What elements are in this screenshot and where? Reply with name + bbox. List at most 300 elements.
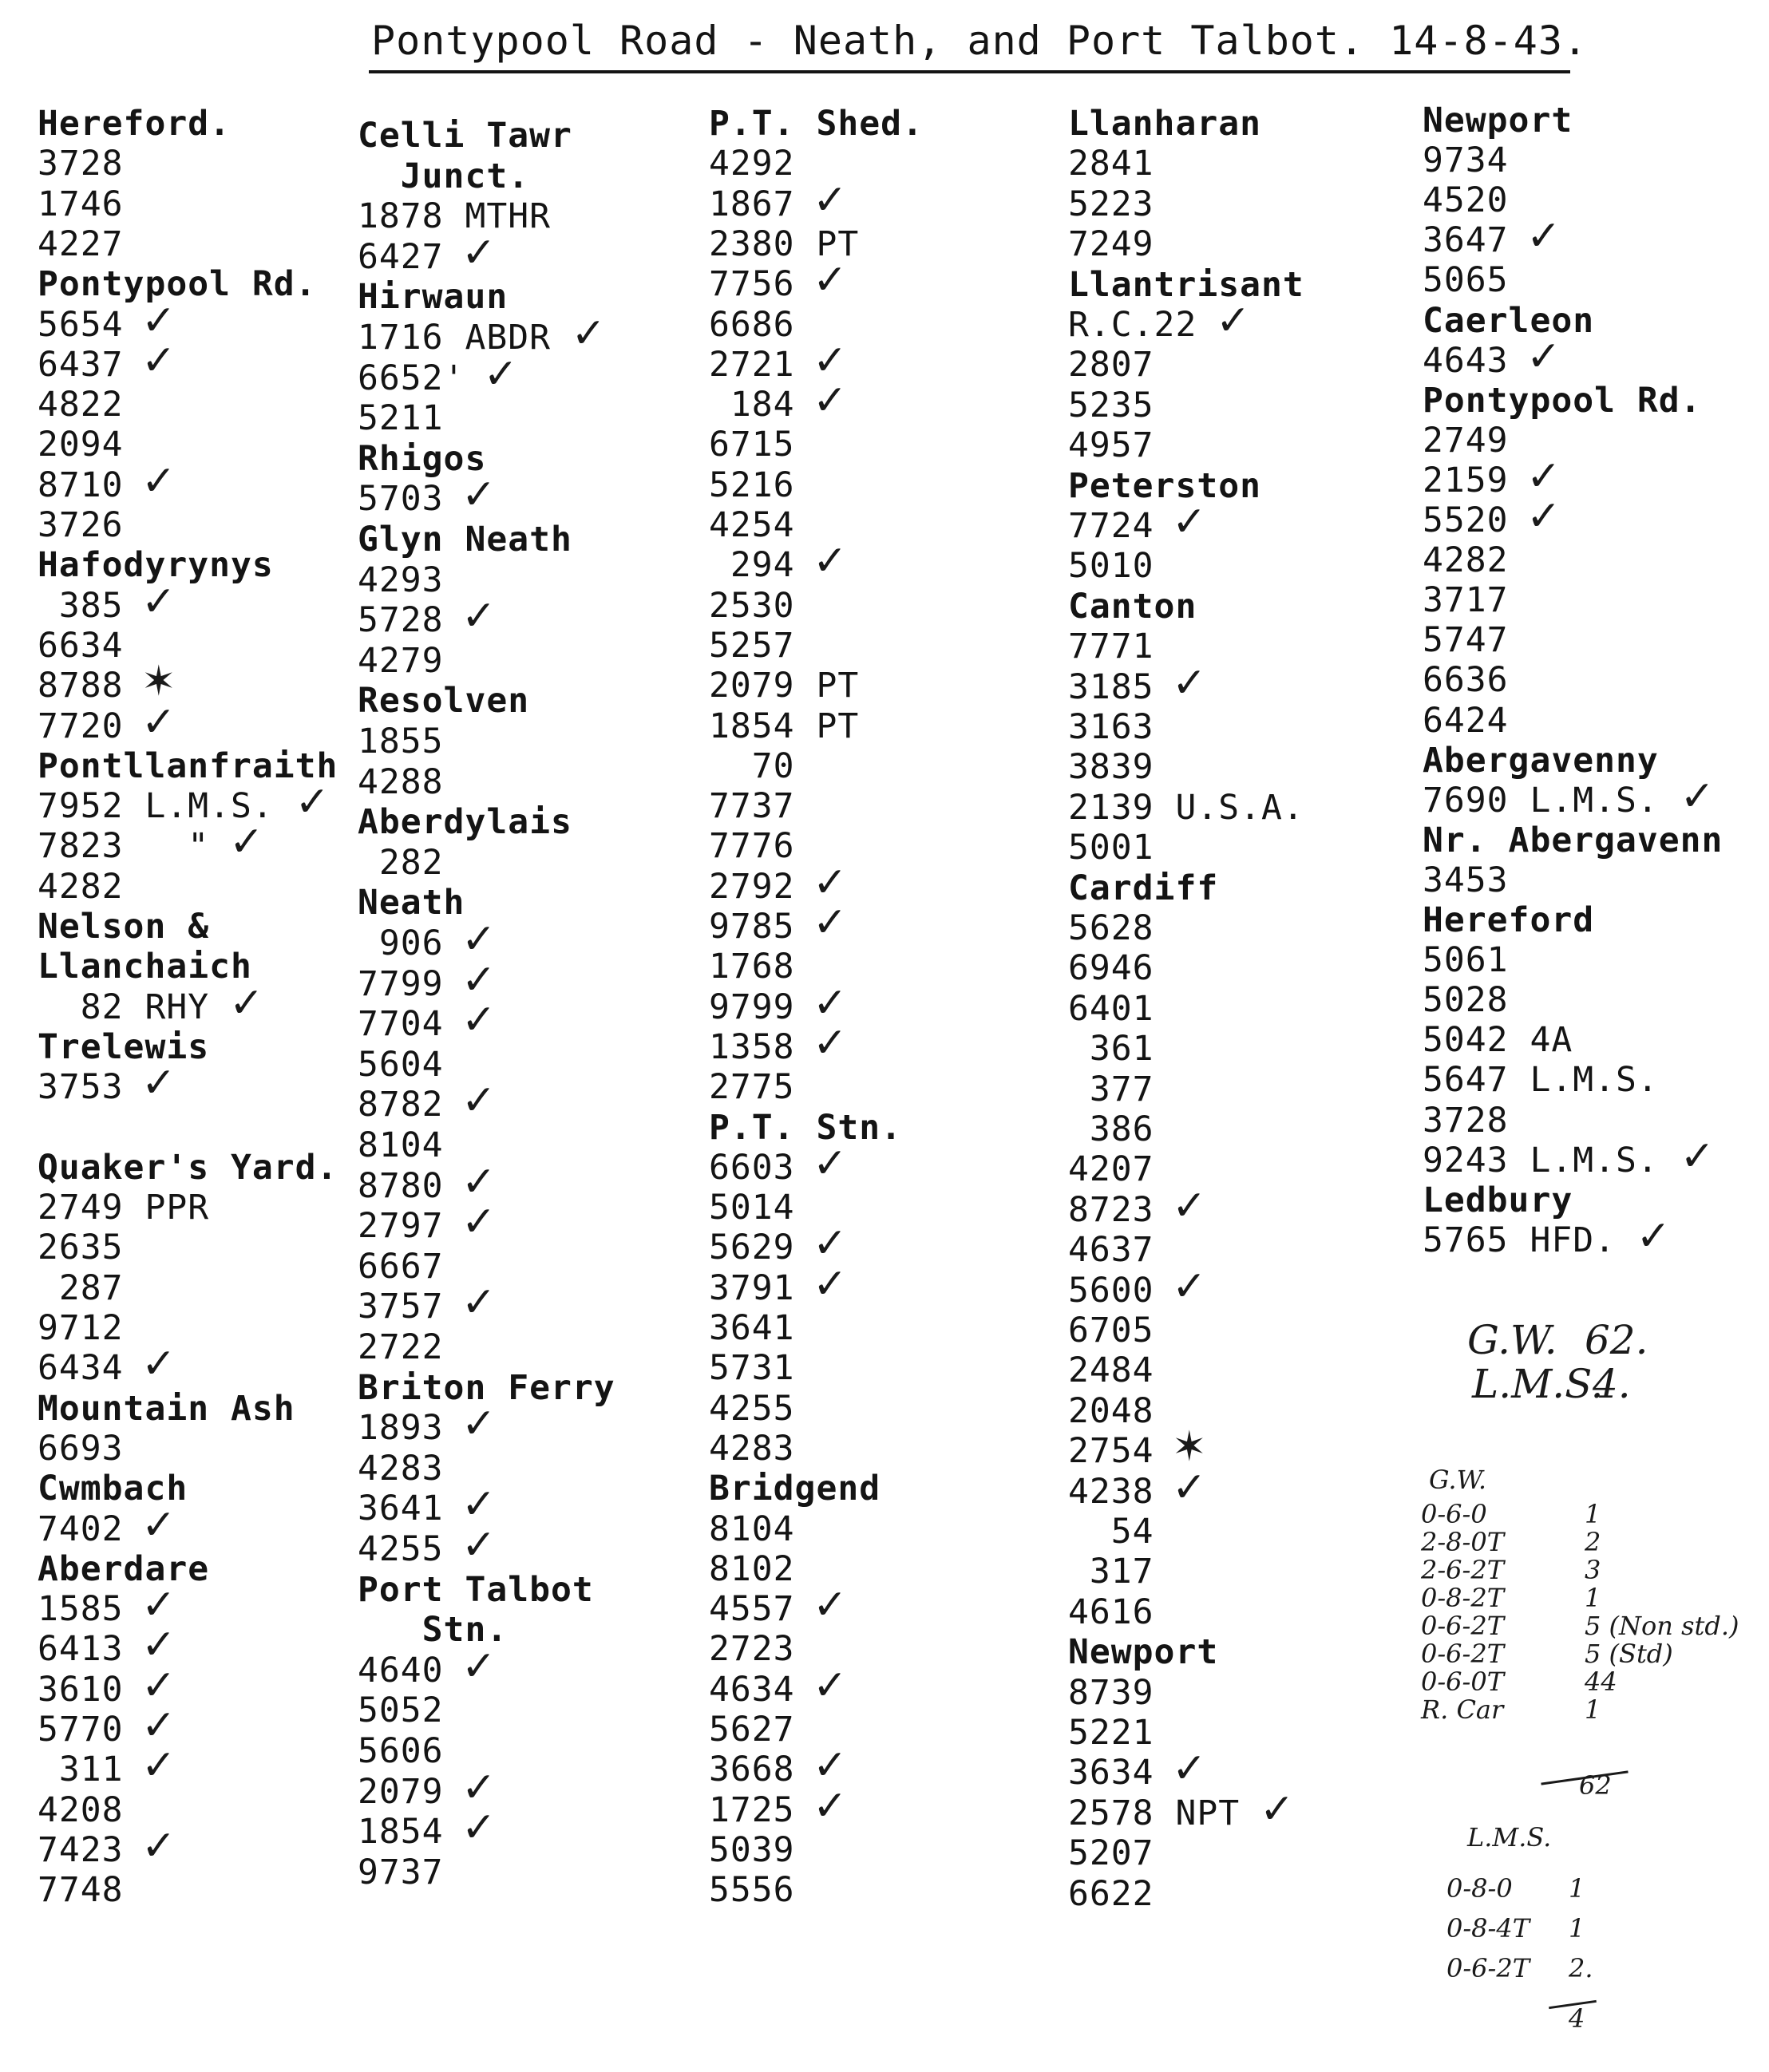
- loco-entry: 8102: [709, 1548, 795, 1589]
- loco-entry: 54: [1068, 1512, 1154, 1552]
- checkmark-icon: ✓: [813, 377, 848, 425]
- checkmark-icon: ✓: [571, 310, 607, 358]
- wheel-count: 3: [1585, 1555, 1601, 1585]
- checkmark-icon: ✓: [461, 1763, 497, 1812]
- document-title: Pontypool Road - Neath, and Port Talbot. 14-8-43.: [371, 18, 1589, 64]
- checkmark-icon: ✓: [229, 818, 264, 867]
- loco-entry: 70: [709, 745, 795, 786]
- checkmark-icon: ✓: [1172, 1181, 1207, 1230]
- loco-entry: 377: [1068, 1069, 1154, 1109]
- checkmark-icon: ✓: [461, 1198, 497, 1247]
- loco-entry: 8739: [1068, 1672, 1154, 1713]
- location-heading: Hereford: [1423, 900, 1595, 940]
- loco-entry: 3641: [358, 1489, 444, 1529]
- total-label: G.W.: [1467, 1317, 1557, 1363]
- loco-entry: 5014: [709, 1188, 795, 1228]
- loco-entry: 5223: [1068, 184, 1154, 224]
- checkmark-icon: ✓: [461, 1642, 497, 1690]
- loco-entry: 3634: [1068, 1753, 1154, 1793]
- checkmark-icon: ✓: [813, 858, 848, 907]
- location-heading: Aberdylais: [358, 802, 572, 843]
- loco-entry: 5001: [1068, 828, 1154, 868]
- checkmark-icon: ✓: [141, 1742, 176, 1790]
- wheel-count: 1: [1569, 1873, 1585, 1904]
- location-heading: Nr. Abergavenn: [1423, 820, 1723, 860]
- wheel-count: 1: [1585, 1499, 1601, 1529]
- checkmark-icon: ✓: [461, 1077, 497, 1125]
- location-heading: Trelewis: [38, 1026, 210, 1067]
- loco-entry: 3668: [709, 1750, 795, 1790]
- location-heading: Newport: [1068, 1632, 1219, 1673]
- loco-entry: 6715: [709, 425, 795, 465]
- checkmark-icon: ✓: [461, 996, 497, 1045]
- wheel-arrangement: 0-6-2T: [1446, 1953, 1530, 1983]
- location-heading: Cardiff: [1068, 868, 1219, 908]
- checkmark-icon: ✓: [461, 592, 497, 641]
- loco-entry: R.C.22: [1068, 305, 1197, 345]
- loco-entry: 9737: [358, 1852, 444, 1892]
- loco-entry: 294: [709, 545, 795, 586]
- loco-entry: 906: [358, 923, 444, 963]
- checkmark-icon: ✓: [461, 1157, 497, 1206]
- loco-entry: 2635: [38, 1228, 124, 1268]
- loco-entry: 6603: [709, 1147, 795, 1188]
- loco-entry: 7402: [38, 1509, 124, 1549]
- checkmark-icon: ✓: [813, 1742, 848, 1790]
- loco-entry: 2484: [1068, 1350, 1154, 1391]
- loco-entry: 3185: [1068, 666, 1154, 707]
- loco-entry: 5257: [709, 625, 795, 666]
- loco-entry: 9243 L.M.S.: [1423, 1140, 1659, 1180]
- wheel-arrangement: 0-8-0: [1446, 1873, 1513, 1904]
- loco-entry: 5647 L.M.S.: [1423, 1060, 1659, 1101]
- loco-entry: 7249: [1068, 224, 1154, 265]
- location-heading: Ledbury: [1423, 1180, 1573, 1220]
- location-heading: Llanharan: [1068, 104, 1261, 144]
- location-heading: Llantrisant: [1068, 264, 1304, 305]
- checkmark-icon: ✓: [1526, 332, 1561, 381]
- loco-entry: 8780: [358, 1165, 444, 1206]
- loco-entry: 5747: [1423, 620, 1509, 661]
- loco-entry: 4557: [709, 1589, 795, 1630]
- checkmark-icon: ✓: [813, 1781, 848, 1830]
- location-heading: Pontypool Rd.: [38, 264, 317, 305]
- loco-entry: 4238: [1068, 1471, 1154, 1512]
- wheel-arrangement: 0-8-2T: [1421, 1583, 1505, 1613]
- location-heading: Aberdare: [38, 1548, 210, 1589]
- checkmark-icon: ✓: [461, 228, 497, 277]
- loco-entry: 4254: [709, 505, 795, 545]
- checkmark-icon: ✓: [141, 336, 176, 385]
- location-heading: Celli Tawr: [358, 116, 572, 156]
- loco-entry: 4255: [358, 1529, 444, 1569]
- loco-entry: 5061: [1423, 940, 1509, 981]
- location-heading: Stn.: [358, 1610, 509, 1651]
- loco-entry: 8104: [709, 1509, 795, 1549]
- loco-entry: 2749 PPR: [38, 1188, 210, 1228]
- loco-entry: 5207: [1068, 1833, 1154, 1874]
- loco-entry: 3753: [38, 1067, 124, 1108]
- loco-entry: 1746: [38, 184, 124, 224]
- loco-entry: 4279: [358, 640, 444, 681]
- loco-entry: 8782: [358, 1085, 444, 1125]
- loco-entry: 4207: [1068, 1149, 1154, 1190]
- gw-total: 62: [1579, 1770, 1612, 1801]
- wheel-arrangement: 0-6-0: [1421, 1499, 1487, 1529]
- checkmark-icon: ✓: [1526, 452, 1561, 500]
- loco-entry: 2722: [358, 1327, 444, 1367]
- location-heading: Briton Ferry: [358, 1367, 615, 1408]
- location-heading: Hirwaun: [358, 277, 509, 318]
- checkmark-icon: ✓: [813, 1139, 848, 1188]
- loco-entry: 6413: [38, 1629, 124, 1670]
- loco-entry: 2048: [1068, 1390, 1154, 1431]
- loco-entry: 5216: [709, 465, 795, 505]
- wheel-arrangement: 0-6-0T: [1421, 1667, 1505, 1697]
- checkmark-icon: ✓: [141, 1702, 176, 1750]
- checkmark-icon: ✓: [1172, 498, 1207, 546]
- wheel-arrangement: R. Car: [1421, 1694, 1504, 1725]
- location-heading: Nelson &: [38, 907, 210, 947]
- loco-entry: 6636: [1423, 660, 1509, 701]
- loco-entry: 5728: [358, 600, 444, 641]
- loco-entry: 4637: [1068, 1230, 1154, 1271]
- loco-entry: 317: [1068, 1552, 1154, 1592]
- loco-entry: 2775: [709, 1067, 795, 1108]
- loco-entry: 386: [1068, 1109, 1154, 1149]
- wheel-arrangement: 0-6-2T: [1421, 1639, 1505, 1669]
- loco-entry: 8710: [38, 465, 124, 505]
- checkmark-icon: ✓: [461, 1481, 497, 1529]
- loco-entry: 8723: [1068, 1189, 1154, 1230]
- loco-entry: 8104: [358, 1125, 444, 1165]
- wheel-count: 5 (Non std.): [1585, 1611, 1739, 1641]
- checkmark-icon: ✓: [141, 577, 176, 626]
- location-heading: Quaker's Yard.: [38, 1147, 338, 1188]
- location-heading: Pontllanfraith: [38, 745, 338, 786]
- checkmark-icon: ✓: [141, 1821, 176, 1870]
- loco-entry: 5211: [358, 398, 444, 439]
- loco-entry: 2807: [1068, 345, 1154, 386]
- loco-entry: 184: [709, 385, 795, 425]
- location-heading: Rhigos: [358, 438, 487, 479]
- loco-entry: 2159: [1423, 460, 1509, 500]
- loco-entry: 4283: [358, 1448, 444, 1489]
- checkmark-icon: ✓: [461, 915, 497, 963]
- loco-entry: 361: [1068, 1029, 1154, 1070]
- checkmark-icon: ✓: [483, 350, 519, 398]
- wheel-arrangement: 0-8-4T: [1446, 1913, 1530, 1943]
- cross-mark-icon: ✶: [1172, 1423, 1207, 1472]
- location-heading: Peterston: [1068, 465, 1261, 506]
- location-heading: Hereford.: [38, 104, 231, 144]
- loco-entry: 1854: [358, 1812, 444, 1853]
- checkmark-icon: ✓: [141, 1621, 176, 1670]
- loco-entry: 1854 PT: [709, 706, 860, 746]
- loco-entry: 2723: [709, 1629, 795, 1670]
- checkmark-icon: ✓: [813, 537, 848, 586]
- location-heading: Pontypool Rd.: [1423, 380, 1702, 421]
- loco-entry: 2094: [38, 425, 124, 465]
- checkmark-icon: ✓: [461, 1279, 497, 1327]
- loco-entry: 5765 HFD.: [1423, 1220, 1616, 1260]
- loco-entry: 2530: [709, 585, 795, 626]
- loco-entry: 7776: [709, 826, 795, 867]
- loco-entry: 4227: [38, 223, 124, 264]
- loco-entry: 4282: [1423, 540, 1509, 581]
- location-heading: Bridgend: [709, 1469, 881, 1509]
- location-heading: P.T. Shed.: [709, 104, 924, 144]
- location-heading: Caerleon: [1423, 300, 1595, 341]
- loco-entry: 1768: [709, 947, 795, 987]
- checkmark-icon: ✓: [813, 1220, 848, 1268]
- checkmark-icon: ✓: [1680, 1132, 1716, 1180]
- checkmark-icon: ✓: [813, 1018, 848, 1067]
- loco-entry: 4520: [1423, 180, 1509, 221]
- loco-entry: 1855: [358, 722, 444, 761]
- loco-entry: 1878 MTHR: [358, 196, 551, 237]
- loco-entry: 7756: [709, 264, 795, 305]
- wheel-count: 1: [1585, 1694, 1601, 1725]
- title-underline: [369, 70, 1570, 73]
- loco-entry: 5520: [1423, 500, 1509, 540]
- loco-entry: 3610: [38, 1669, 124, 1710]
- loco-entry: 5065: [1423, 260, 1509, 301]
- loco-entry: 7690 L.M.S.: [1423, 780, 1659, 820]
- loco-entry: 385: [38, 585, 124, 626]
- wheel-count: 1: [1569, 1913, 1585, 1943]
- loco-entry: 7823 ": [38, 826, 210, 867]
- checkmark-icon: ✓: [1636, 1212, 1672, 1260]
- loco-entry: 2841: [1068, 144, 1154, 184]
- loco-entry: 1585: [38, 1589, 124, 1630]
- checkmark-icon: ✓: [813, 1581, 848, 1630]
- loco-entry: 9785: [709, 907, 795, 947]
- loco-entry: 2139 U.S.A.: [1068, 787, 1304, 828]
- loco-entry: 6667: [358, 1246, 444, 1287]
- checkmark-icon: ✓: [1172, 1463, 1207, 1512]
- loco-entry: 5606: [358, 1731, 444, 1771]
- checkmark-icon: ✓: [141, 1501, 176, 1549]
- checkmark-icon: ✓: [1526, 492, 1561, 540]
- location-heading: Mountain Ash: [38, 1388, 295, 1429]
- loco-entry: 2721: [709, 344, 795, 385]
- loco-entry: 5028: [1423, 980, 1509, 1021]
- loco-entry: 5629: [709, 1228, 795, 1268]
- loco-entry: 5654: [38, 304, 124, 345]
- loco-entry: 5052: [358, 1690, 444, 1731]
- loco-entry: 3717: [1423, 580, 1509, 621]
- checkmark-icon: ✓: [461, 1521, 497, 1569]
- loco-entry: 1725: [709, 1789, 795, 1830]
- lms-total: 4: [1569, 2003, 1585, 2034]
- loco-entry: 2079: [358, 1771, 444, 1812]
- wheel-count: 44: [1585, 1667, 1617, 1697]
- checkmark-icon: ✓: [813, 176, 848, 224]
- checkmark-icon: ✓: [141, 1581, 176, 1630]
- loco-entry: 5042 4A: [1423, 1020, 1573, 1061]
- checkmark-icon: ✓: [813, 899, 848, 947]
- loco-entry: 5703: [358, 479, 444, 520]
- loco-entry: 7952 L.M.S.: [38, 786, 274, 827]
- loco-entry: 7748: [38, 1870, 124, 1911]
- checkmark-icon: ✓: [461, 955, 497, 1004]
- total-value: 4.: [1593, 1361, 1631, 1407]
- checkmark-icon: ✓: [813, 256, 848, 305]
- checkmark-icon: ✓: [141, 1340, 176, 1389]
- loco-entry: 3163: [1068, 707, 1154, 747]
- loco-entry: 1716 ABDR: [358, 318, 551, 358]
- loco-entry: 5221: [1068, 1713, 1154, 1753]
- location-heading: Glyn Neath: [358, 520, 572, 560]
- checkmark-icon: ✓: [1260, 1785, 1295, 1833]
- loco-entry: 3641: [709, 1308, 795, 1348]
- loco-entry: 7771: [1068, 627, 1154, 667]
- checkmark-icon: ✓: [813, 1661, 848, 1710]
- checkmark-icon: ✓: [1680, 772, 1716, 820]
- loco-entry: 4292: [709, 144, 795, 184]
- checkmark-icon: ✓: [229, 979, 264, 1027]
- loco-entry: 5731: [709, 1348, 795, 1389]
- loco-entry: 7720: [38, 706, 124, 746]
- location-heading: Cwmbach: [38, 1469, 188, 1509]
- loco-entry: 4282: [38, 866, 124, 907]
- location-heading: Llanchaich: [38, 947, 252, 987]
- loco-entry: 6686: [709, 304, 795, 345]
- loco-entry: 1867: [709, 184, 795, 224]
- loco-entry: 4283: [709, 1428, 795, 1469]
- loco-entry: 4255: [709, 1388, 795, 1429]
- checkmark-icon: ✓: [1172, 658, 1207, 707]
- loco-entry: 4288: [358, 761, 444, 802]
- loco-entry: 3728: [38, 144, 124, 184]
- checkmark-icon: ✓: [1172, 1745, 1207, 1793]
- loco-entry: 7423: [38, 1829, 124, 1870]
- checkmark-icon: ✓: [813, 979, 848, 1027]
- wheel-arrangement: 0-6-2T: [1421, 1611, 1505, 1641]
- checkmark-icon: ✓: [141, 1059, 176, 1108]
- loco-entry: 6693: [38, 1428, 124, 1469]
- loco-entry: 6424: [1423, 700, 1509, 741]
- checkmark-icon: ✓: [295, 778, 330, 827]
- checkmark-icon: ✓: [461, 1400, 497, 1449]
- location-heading: Neath: [358, 883, 465, 923]
- checkmark-icon: ✓: [141, 698, 176, 746]
- checkmark-icon: ✓: [813, 1259, 848, 1308]
- loco-entry: 2079 PT: [709, 666, 860, 706]
- loco-entry: 6634: [38, 625, 124, 666]
- checkmark-icon: ✓: [141, 296, 176, 345]
- gw-breakdown-heading: G.W.: [1429, 1465, 1487, 1495]
- loco-entry: 4957: [1068, 425, 1154, 466]
- wheel-arrangement: 2-8-0T: [1421, 1527, 1505, 1557]
- loco-entry: 8788: [38, 666, 124, 706]
- loco-entry: 3647: [1423, 220, 1509, 261]
- location-heading: Canton: [1068, 586, 1197, 627]
- checkmark-icon: ✓: [1172, 1262, 1207, 1311]
- location-heading: Junct.: [358, 156, 530, 196]
- wheel-count: 5 (Std): [1585, 1639, 1673, 1669]
- lms-breakdown-heading: L.M.S.: [1467, 1822, 1552, 1853]
- loco-entry: 6705: [1068, 1311, 1154, 1350]
- loco-entry: 5628: [1068, 908, 1154, 948]
- location-heading: Newport: [1423, 101, 1573, 140]
- checkmark-icon: ✓: [141, 1661, 176, 1710]
- loco-entry: 6401: [1068, 988, 1154, 1029]
- loco-entry: 3791: [709, 1267, 795, 1308]
- loco-entry: 3839: [1068, 747, 1154, 788]
- loco-entry: 5770: [38, 1710, 124, 1750]
- loco-entry: 1893: [358, 1408, 444, 1449]
- loco-entry: 6434: [38, 1348, 124, 1389]
- wheel-arrangement: 2-6-2T: [1421, 1555, 1505, 1585]
- loco-entry: 7799: [358, 963, 444, 1004]
- loco-entry: 5600: [1068, 1270, 1154, 1311]
- loco-entry: 5556: [709, 1870, 795, 1911]
- loco-entry: 5039: [709, 1829, 795, 1870]
- checkmark-icon: ✓: [813, 336, 848, 385]
- loco-entry: 282: [358, 842, 444, 883]
- loco-entry: 4640: [358, 1650, 444, 1690]
- loco-entry: 6652': [358, 358, 465, 398]
- wheel-count: 2.: [1569, 1953, 1593, 1983]
- loco-entry: 2749: [1423, 420, 1509, 461]
- loco-entry: 9799: [709, 987, 795, 1027]
- loco-entry: 9734: [1423, 140, 1509, 181]
- loco-entry: 2797: [358, 1206, 444, 1247]
- loco-entry: 4616: [1068, 1592, 1154, 1632]
- wheel-count: 2: [1585, 1527, 1601, 1557]
- loco-entry: 287: [38, 1267, 124, 1308]
- loco-entry: 5010: [1068, 546, 1154, 587]
- loco-entry: 3726: [38, 505, 124, 545]
- checkmark-icon: ✓: [1216, 297, 1251, 345]
- loco-entry: 2754: [1068, 1431, 1154, 1472]
- loco-entry: 7737: [709, 786, 795, 827]
- loco-entry: 4634: [709, 1669, 795, 1710]
- loco-entry: 2578 NPT: [1068, 1793, 1241, 1833]
- loco-entry: 311: [38, 1750, 124, 1790]
- loco-entry: 9712: [38, 1308, 124, 1348]
- loco-entry: 2792: [709, 866, 795, 907]
- checkmark-icon: ✓: [141, 457, 176, 505]
- loco-entry: 3728: [1423, 1100, 1509, 1141]
- loco-entry: 82 RHY: [38, 987, 210, 1027]
- checkmark-icon: ✓: [461, 471, 497, 520]
- loco-entry: 3453: [1423, 860, 1509, 900]
- cross-mark-icon: ✶: [141, 658, 176, 706]
- loco-entry: 7724: [1068, 506, 1154, 546]
- loco-entry: 4643: [1423, 340, 1509, 381]
- loco-entry: 2380 PT: [709, 223, 860, 264]
- loco-entry: 1358: [709, 1026, 795, 1067]
- checkmark-icon: ✓: [1526, 212, 1561, 261]
- loco-entry: 4293: [358, 560, 444, 600]
- total-value: 62.: [1585, 1317, 1648, 1363]
- loco-entry: 4208: [38, 1789, 124, 1830]
- wheel-count: 1: [1585, 1583, 1601, 1613]
- loco-entry: 6437: [38, 344, 124, 385]
- loco-entry: 3757: [358, 1287, 444, 1327]
- loco-entry: 6946: [1068, 948, 1154, 989]
- loco-entry: 5627: [709, 1710, 795, 1750]
- total-label: L.M.S.: [1472, 1361, 1604, 1407]
- loco-entry: 6427: [358, 236, 444, 277]
- loco-entry: 4822: [38, 385, 124, 425]
- loco-entry: 5235: [1068, 385, 1154, 425]
- loco-entry: 6622: [1068, 1873, 1154, 1914]
- location-heading: Port Talbot: [358, 1569, 594, 1610]
